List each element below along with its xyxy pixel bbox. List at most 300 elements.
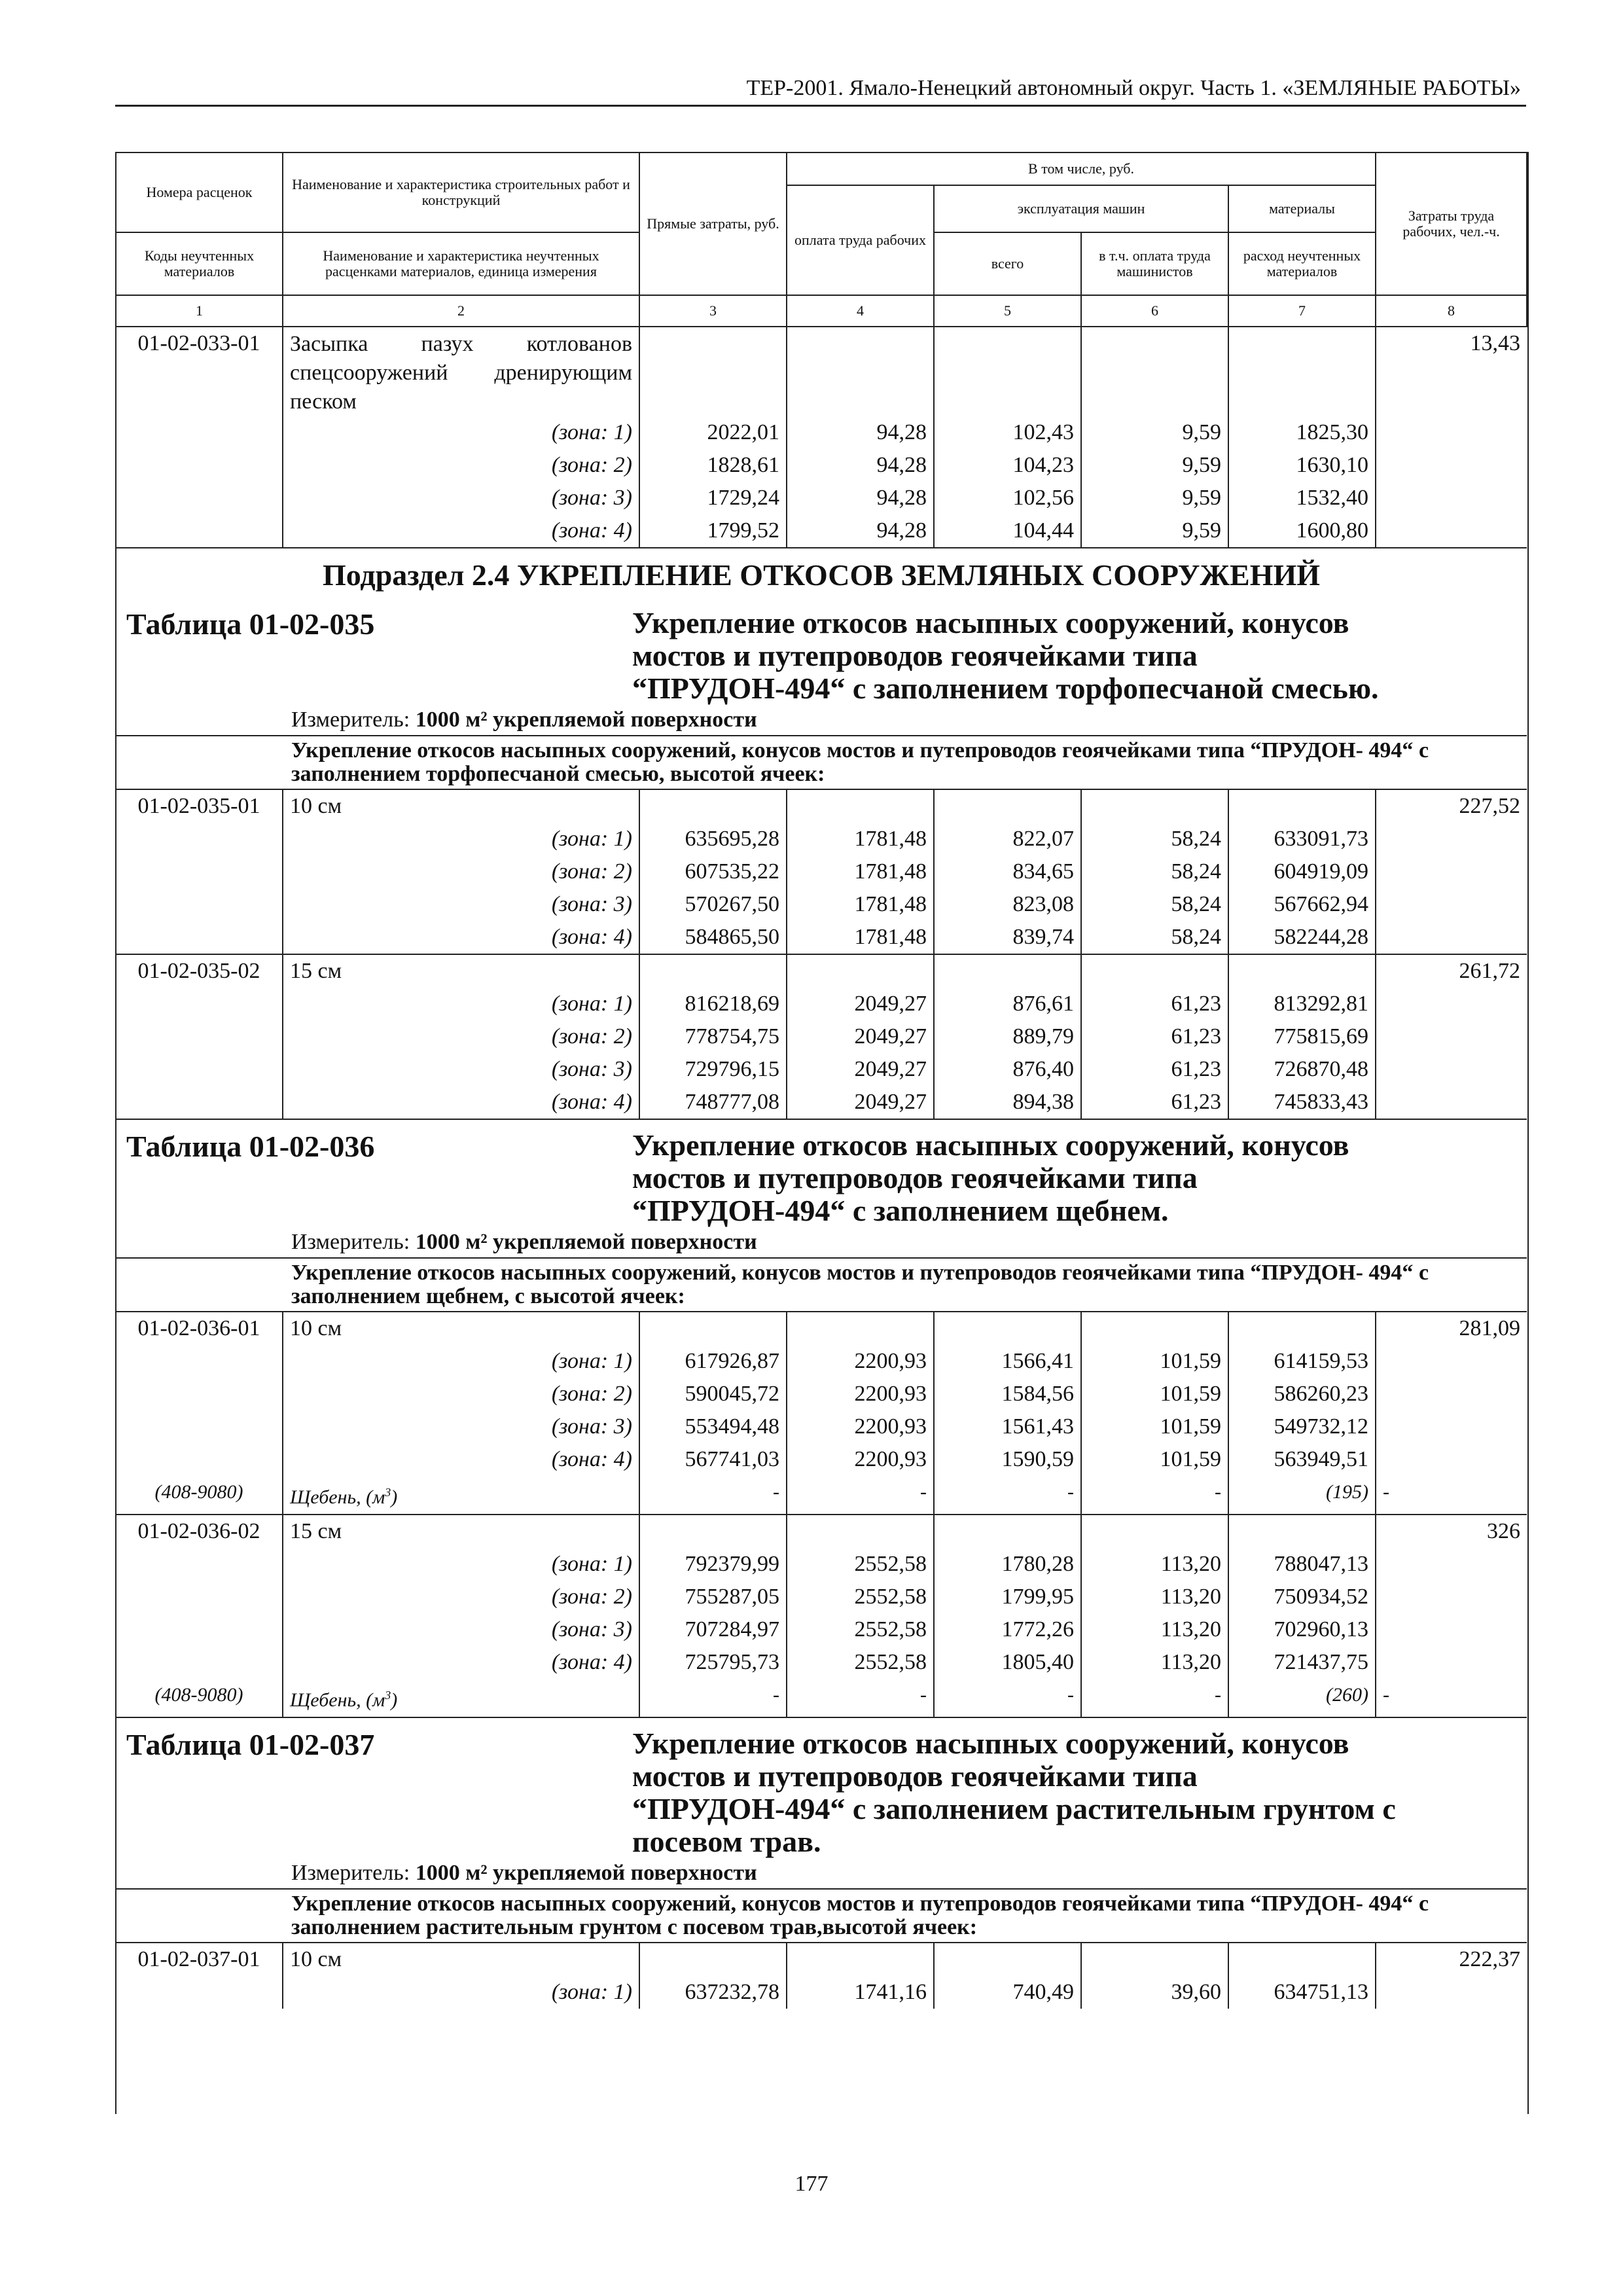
value-labor-pay: 2049,27 — [787, 988, 934, 1020]
value-machines-total: 1566,41 — [934, 1345, 1081, 1378]
value-direct: 792379,99 — [639, 1548, 787, 1581]
value-machines-total: 894,38 — [934, 1086, 1081, 1119]
empty-cell — [116, 482, 283, 514]
table-desc-row — [116, 736, 1527, 789]
empty-cell — [1081, 954, 1228, 988]
value-materials: 563949,51 — [1228, 1443, 1376, 1476]
material-dash: - — [1376, 1679, 1527, 1717]
empty-cell — [116, 855, 283, 888]
empty-cell — [116, 1410, 283, 1443]
material-dash: - — [1081, 1679, 1228, 1717]
empty-cell — [1376, 1378, 1527, 1410]
empty-cell — [116, 416, 283, 449]
value-labor-pay: 1741,16 — [787, 1976, 934, 2009]
value-machinist-pay: 58,24 — [1081, 855, 1228, 888]
value-labor-pay: 94,28 — [787, 514, 934, 548]
empty-cell — [116, 1548, 283, 1581]
col-header-number: Номера расценок — [116, 152, 283, 232]
meter — [116, 1227, 1527, 1257]
zone-row — [116, 482, 1527, 514]
zone-row — [116, 1443, 1527, 1476]
value-machinist-pay: 9,59 — [1081, 449, 1228, 482]
empty-cell — [1228, 1943, 1376, 1976]
value-labor-pay: 2049,27 — [787, 1086, 934, 1119]
value-labor-pay: 1781,48 — [787, 888, 934, 921]
column-number: 3 — [639, 295, 787, 327]
rate-labor: 261,72 — [1376, 954, 1527, 988]
header-title: ТЕР-2001. Ямало-Ненецкий автономный округ. Часть 1. «ЗЕМЛЯНЫЕ РАБОТЫ» — [746, 76, 1521, 100]
zone-row — [116, 514, 1527, 548]
zone-row — [116, 823, 1527, 855]
rate-code: 01-02-036-02 — [116, 1515, 283, 1548]
rate-name: Засыпка пазух котлованов спецсооружений дренирующим песком — [283, 327, 639, 416]
empty-cell — [116, 921, 283, 954]
material-code: (408-9080) — [154, 1684, 243, 1706]
empty-cell — [787, 1515, 934, 1548]
value-direct: 725795,73 — [639, 1646, 787, 1679]
zone-label: (зона: 4) — [283, 921, 639, 954]
rate-name: 10 см — [283, 789, 639, 823]
rate-code-row — [116, 1515, 1527, 1548]
empty-cell — [639, 327, 787, 416]
zone-label: (зона: 3) — [283, 1410, 639, 1443]
zone-label: (зона: 2) — [283, 1581, 639, 1613]
empty-cell — [116, 514, 283, 548]
col-header-machines: эксплуатация машин — [934, 185, 1228, 232]
material-dash: - — [639, 1679, 787, 1717]
col-header-incl-pay: в т.ч. оплата труда машинистов — [1081, 232, 1228, 295]
value-machines-total: 1590,59 — [934, 1443, 1081, 1476]
value-direct: 607535,22 — [639, 855, 787, 888]
zone-row — [116, 921, 1527, 954]
value-materials: 586260,23 — [1228, 1378, 1376, 1410]
value-direct: 635695,28 — [639, 823, 787, 855]
value-machinist-pay: 113,20 — [1081, 1646, 1228, 1679]
zone-row — [116, 416, 1527, 449]
value-machines-total: 1805,40 — [934, 1646, 1081, 1679]
value-labor-pay: 2200,93 — [787, 1345, 934, 1378]
table-title-row — [116, 1717, 1527, 1889]
value-machinist-pay: 9,59 — [1081, 416, 1228, 449]
zone-label: (зона: 4) — [283, 1086, 639, 1119]
empty-cell — [1376, 1581, 1527, 1613]
value-machines-total: 876,40 — [934, 1053, 1081, 1086]
value-machinist-pay: 101,59 — [1081, 1378, 1228, 1410]
value-materials: 634751,13 — [1228, 1976, 1376, 2009]
zone-label: (зона: 1) — [283, 1345, 639, 1378]
zone-row — [116, 1378, 1527, 1410]
material-dash: - — [787, 1679, 934, 1717]
table-description — [116, 1258, 1527, 1312]
empty-cell — [787, 327, 934, 416]
rate-labor: 227,52 — [1376, 789, 1527, 823]
empty-cell — [787, 1312, 934, 1345]
table-number: Таблица 01-02-037 — [126, 1728, 375, 1761]
value-machines-total: 102,56 — [934, 482, 1081, 514]
value-machinist-pay: 61,23 — [1081, 1020, 1228, 1053]
empty-cell — [1376, 1613, 1527, 1646]
value-machines-total: 876,61 — [934, 988, 1081, 1020]
zone-row — [116, 855, 1527, 888]
table-title-row — [116, 548, 1527, 736]
page-header — [115, 72, 1526, 107]
meter-value: 1000 м² укрепляемой поверхности — [415, 1861, 757, 1885]
section-title: Подраздел 2.4 УКРЕПЛЕНИЕ ОТКОСОВ ЗЕМЛЯНЫХ СООРУЖЕНИЙ — [322, 558, 1321, 592]
page-number: 177 — [794, 2172, 829, 2196]
value-labor-pay: 2552,58 — [787, 1613, 934, 1646]
value-labor-pay: 2200,93 — [787, 1410, 934, 1443]
table-desc-row — [116, 1258, 1527, 1312]
value-machines-total: 822,07 — [934, 823, 1081, 855]
value-direct: 2022,01 — [639, 416, 787, 449]
empty-cell — [1376, 1020, 1527, 1053]
empty-cell — [116, 1581, 283, 1613]
empty-cell — [1376, 888, 1527, 921]
value-direct: 1729,24 — [639, 482, 787, 514]
empty-cell — [1376, 1345, 1527, 1378]
empty-cell — [1081, 1943, 1228, 1976]
zone-label: (зона: 1) — [283, 1548, 639, 1581]
value-materials: 702960,13 — [1228, 1613, 1376, 1646]
empty-cell — [1228, 1515, 1376, 1548]
zone-row — [116, 888, 1527, 921]
meter — [116, 705, 1527, 735]
value-machines-total: 102,43 — [934, 416, 1081, 449]
zone-label: (зона: 1) — [283, 988, 639, 1020]
col-header-mat-cons: расход неучтенных материалов — [1228, 232, 1376, 295]
material-dash: - — [934, 1679, 1081, 1717]
description-text: Укрепление откосов насыпных сооружений, конусов мостов и путепроводов геоячейками типа “ПРУДОН- 494“ с заполнением щебнем, с высотой ячеек: — [291, 1261, 1429, 1308]
value-direct: 567741,03 — [639, 1443, 787, 1476]
material-code: (408-9080) — [154, 1481, 243, 1503]
empty-cell — [1376, 1053, 1527, 1086]
value-materials: 604919,09 — [1228, 855, 1376, 888]
value-direct: 1828,61 — [639, 449, 787, 482]
value-labor-pay: 1781,48 — [787, 823, 934, 855]
rates-table — [115, 152, 1527, 2009]
value-direct: 570267,50 — [639, 888, 787, 921]
zone-label: (зона: 3) — [283, 1053, 639, 1086]
value-machinist-pay: 58,24 — [1081, 921, 1228, 954]
value-direct: 553494,48 — [639, 1410, 787, 1443]
value-labor-pay: 2552,58 — [787, 1646, 934, 1679]
value-labor-pay: 2049,27 — [787, 1053, 934, 1086]
empty-cell — [1376, 1443, 1527, 1476]
rate-labor: 326 — [1376, 1515, 1527, 1548]
empty-cell — [1376, 823, 1527, 855]
empty-cell — [116, 1345, 283, 1378]
description-text: Укрепление откосов насыпных сооружений, конусов мостов и путепроводов геоячейками типа “ПРУДОН- 494“ с заполнением торфопесчаной смесью, высотой ячеек: — [291, 738, 1429, 786]
value-materials: 633091,73 — [1228, 823, 1376, 855]
meter-prefix: Измеритель: — [291, 1230, 410, 1254]
empty-cell — [1376, 514, 1527, 548]
material-qty: (260) — [1228, 1679, 1376, 1717]
value-direct: 707284,97 — [639, 1613, 787, 1646]
empty-cell — [1376, 482, 1527, 514]
value-machines-total: 104,23 — [934, 449, 1081, 482]
empty-cell — [1376, 1646, 1527, 1679]
value-labor-pay: 1781,48 — [787, 921, 934, 954]
material-name: Щебень, $(м^3)$ — [283, 1679, 639, 1717]
rate-name: 15 см — [283, 1515, 639, 1548]
table-title-row — [116, 1119, 1527, 1258]
table-name: Укрепление откосов насыпных сооружений, конусов мостов и путепроводов геоячейками типа “ПРУДОН-494“ с заполнением щебнем. — [632, 1128, 1349, 1227]
empty-cell — [934, 954, 1081, 988]
empty-cell — [934, 1312, 1081, 1345]
value-labor-pay: 2552,58 — [787, 1548, 934, 1581]
rate-name: 15 см — [283, 954, 639, 988]
empty-cell — [934, 1515, 1081, 1548]
value-machines-total: 889,79 — [934, 1020, 1081, 1053]
column-numbers-row — [116, 295, 1527, 327]
zone-row — [116, 1020, 1527, 1053]
empty-cell — [787, 954, 934, 988]
empty-cell — [787, 1943, 934, 1976]
zone-label: (зона: 4) — [283, 514, 639, 548]
value-materials: 1825,30 — [1228, 416, 1376, 449]
empty-cell — [639, 954, 787, 988]
meter — [116, 1858, 1527, 1888]
material-dash: - — [1081, 1476, 1228, 1515]
value-labor-pay: 2049,27 — [787, 1020, 934, 1053]
value-machinist-pay: 113,20 — [1081, 1548, 1228, 1581]
value-direct: 755287,05 — [639, 1581, 787, 1613]
rate-code-row — [116, 327, 1527, 416]
value-direct: 729796,15 — [639, 1053, 787, 1086]
column-number: 4 — [787, 295, 934, 327]
col-header-total: всего — [934, 232, 1081, 295]
value-materials: 614159,53 — [1228, 1345, 1376, 1378]
value-machines-total: 104,44 — [934, 514, 1081, 548]
empty-cell — [1376, 449, 1527, 482]
value-machinist-pay: 9,59 — [1081, 514, 1228, 548]
value-materials: 567662,94 — [1228, 888, 1376, 921]
empty-cell — [1228, 327, 1376, 416]
empty-cell — [1228, 954, 1376, 988]
value-materials: 1532,40 — [1228, 482, 1376, 514]
material-row — [116, 1679, 1527, 1717]
value-machinist-pay: 61,23 — [1081, 1086, 1228, 1119]
empty-cell — [1376, 1410, 1527, 1443]
value-machinist-pay: 101,59 — [1081, 1345, 1228, 1378]
empty-cell — [1081, 327, 1228, 416]
column-number: 5 — [934, 295, 1081, 327]
material-row — [116, 1476, 1527, 1515]
col-header-labor: Затраты труда рабочих, чел.-ч. — [1376, 152, 1527, 295]
col-header-labor-pay: оплата труда рабочих — [787, 185, 934, 295]
value-materials: 788047,13 — [1228, 1548, 1376, 1581]
table-title-block — [116, 1119, 1527, 1258]
empty-cell — [1376, 1548, 1527, 1581]
material-name: Щебень, $(м^3)$ — [283, 1476, 639, 1515]
zone-label: (зона: 3) — [283, 888, 639, 921]
value-labor-pay: 2552,58 — [787, 1581, 934, 1613]
empty-cell — [1081, 1312, 1228, 1345]
zone-label: (зона: 2) — [283, 449, 639, 482]
col-header-name: Наименование и характеристика строительных работ и конструкций — [283, 152, 639, 232]
value-materials: 750934,52 — [1228, 1581, 1376, 1613]
rate-code-row — [116, 1943, 1527, 1976]
value-machines-total: 740,49 — [934, 1976, 1081, 2009]
zone-label: (зона: 2) — [283, 855, 639, 888]
zone-row — [116, 449, 1527, 482]
rate-code-row — [116, 789, 1527, 823]
meter-value: 1000 м² укрепляемой поверхности — [415, 1230, 757, 1254]
table-desc-row — [116, 1889, 1527, 1943]
table-description — [116, 736, 1527, 789]
value-machinist-pay: 58,24 — [1081, 823, 1228, 855]
rate-labor: 13,43 — [1376, 327, 1527, 416]
value-direct: 748777,08 — [639, 1086, 787, 1119]
value-machines-total: 1799,95 — [934, 1581, 1081, 1613]
zone-label: (зона: 1) — [283, 823, 639, 855]
empty-cell — [116, 1646, 283, 1679]
empty-cell — [1376, 921, 1527, 954]
empty-cell — [1376, 988, 1527, 1020]
empty-cell — [639, 789, 787, 823]
value-direct: 617926,87 — [639, 1345, 787, 1378]
value-machines-total: 839,74 — [934, 921, 1081, 954]
value-machinist-pay: 61,23 — [1081, 988, 1228, 1020]
value-labor-pay: 94,28 — [787, 449, 934, 482]
col-header-direct: Прямые затраты, руб. — [639, 152, 787, 295]
zone-label: (зона: 3) — [283, 1613, 639, 1646]
table-description — [116, 1889, 1527, 1943]
value-direct: 590045,72 — [639, 1378, 787, 1410]
material-qty: (195) — [1228, 1476, 1376, 1515]
rate-name: 10 см — [283, 1943, 639, 1976]
meter-value: 1000 м² укрепляемой поверхности — [415, 708, 757, 732]
empty-cell — [116, 1086, 283, 1119]
value-machinist-pay: 39,60 — [1081, 1976, 1228, 2009]
zone-row — [116, 988, 1527, 1020]
zone-row — [116, 1581, 1527, 1613]
value-machinist-pay: 61,23 — [1081, 1053, 1228, 1086]
value-machines-total: 1584,56 — [934, 1378, 1081, 1410]
zone-row — [116, 1086, 1527, 1119]
rate-labor: 222,37 — [1376, 1943, 1527, 1976]
rate-code: 01-02-035-01 — [116, 789, 283, 823]
rate-code-row — [116, 954, 1527, 988]
empty-cell — [1228, 1312, 1376, 1345]
zone-label: (зона: 2) — [283, 1378, 639, 1410]
empty-cell — [1081, 1515, 1228, 1548]
zone-label: (зона: 4) — [283, 1646, 639, 1679]
zone-row — [116, 1548, 1527, 1581]
table-title-block — [116, 1717, 1527, 1889]
zone-label: (зона: 2) — [283, 1020, 639, 1053]
material-dash: - — [1376, 1476, 1527, 1515]
empty-cell — [116, 1378, 283, 1410]
rate-code-row — [116, 1312, 1527, 1345]
value-machines-total: 1561,43 — [934, 1410, 1081, 1443]
column-number: 2 — [283, 295, 639, 327]
value-labor-pay: 1781,48 — [787, 855, 934, 888]
zone-row — [116, 1345, 1527, 1378]
value-machines-total: 823,08 — [934, 888, 1081, 921]
value-machines-total: 1772,26 — [934, 1613, 1081, 1646]
meter-prefix: Измеритель: — [291, 1861, 410, 1885]
col-header-name2: Наименование и характеристика неучтенных расценками материалов, единица измерения — [283, 232, 639, 295]
empty-cell — [1376, 1976, 1527, 2009]
zone-label: (зона: 3) — [283, 482, 639, 514]
empty-cell — [116, 1613, 283, 1646]
empty-cell — [1376, 1086, 1527, 1119]
col-header-materials: материалы — [1228, 185, 1376, 232]
rate-labor: 281,09 — [1376, 1312, 1527, 1345]
zone-label: (зона: 4) — [283, 1443, 639, 1476]
value-materials: 813292,81 — [1228, 988, 1376, 1020]
column-number: 8 — [1376, 295, 1527, 327]
value-materials: 1630,10 — [1228, 449, 1376, 482]
table-title-block — [116, 548, 1527, 736]
col-header-codes: Коды неучтенных материалов — [116, 232, 283, 295]
value-direct: 1799,52 — [639, 514, 787, 548]
empty-cell — [116, 1020, 283, 1053]
rate-code: 01-02-035-02 — [116, 954, 283, 988]
value-machinist-pay: 101,59 — [1081, 1443, 1228, 1476]
empty-cell — [1376, 855, 1527, 888]
empty-cell — [639, 1515, 787, 1548]
material-dash: - — [787, 1476, 934, 1515]
zone-row — [116, 1613, 1527, 1646]
value-machinist-pay: 113,20 — [1081, 1581, 1228, 1613]
rate-code: 01-02-037-01 — [116, 1943, 283, 1976]
description-text: Укрепление откосов насыпных сооружений, конусов мостов и путепроводов геоячейками типа “ПРУДОН- 494“ с заполнением растительным грунтом с посевом трав,высотой ячеек: — [291, 1892, 1429, 1939]
value-materials: 775815,69 — [1228, 1020, 1376, 1053]
value-materials: 745833,43 — [1228, 1086, 1376, 1119]
empty-cell — [934, 789, 1081, 823]
empty-cell — [116, 988, 283, 1020]
zone-row — [116, 1646, 1527, 1679]
empty-cell — [934, 1943, 1081, 1976]
empty-cell — [934, 327, 1081, 416]
value-machines-total: 1780,28 — [934, 1548, 1081, 1581]
value-direct: 584865,50 — [639, 921, 787, 954]
value-direct: 778754,75 — [639, 1020, 787, 1053]
value-materials: 721437,75 — [1228, 1646, 1376, 1679]
value-labor-pay: 2200,93 — [787, 1378, 934, 1410]
col-header-incl: В том числе, руб. — [787, 152, 1376, 185]
empty-cell — [116, 823, 283, 855]
zone-row — [116, 1053, 1527, 1086]
empty-cell — [639, 1943, 787, 1976]
zone-label: (зона: 1) — [283, 416, 639, 449]
column-number: 6 — [1081, 295, 1228, 327]
value-materials: 1600,80 — [1228, 514, 1376, 548]
value-direct: 816218,69 — [639, 988, 787, 1020]
value-materials: 726870,48 — [1228, 1053, 1376, 1086]
value-machines-total: 834,65 — [934, 855, 1081, 888]
value-machinist-pay: 58,24 — [1081, 888, 1228, 921]
empty-cell — [639, 1312, 787, 1345]
meter-prefix: Измеритель: — [291, 708, 410, 732]
column-number: 1 — [116, 295, 283, 327]
material-dash: - — [639, 1476, 787, 1515]
value-labor-pay: 94,28 — [787, 416, 934, 449]
material-dash: - — [934, 1476, 1081, 1515]
value-machinist-pay: 113,20 — [1081, 1613, 1228, 1646]
value-labor-pay: 94,28 — [787, 482, 934, 514]
empty-cell — [116, 449, 283, 482]
table-name: Укрепление откосов насыпных сооружений, конусов мостов и путепроводов геоячейками типа “ПРУДОН-494“ с заполнением торфопесчаной смесью. — [632, 606, 1379, 705]
table-number: Таблица 01-02-036 — [126, 1130, 375, 1163]
table-name: Укрепление откосов насыпных сооружений, конусов мостов и путепроводов геоячейками типа “ПРУДОН-494“ с заполнением растительным грунтом с посевом трав. — [632, 1727, 1396, 1858]
empty-cell — [116, 1053, 283, 1086]
zone-row — [116, 1410, 1527, 1443]
empty-cell — [116, 1443, 283, 1476]
rate-code: 01-02-033-01 — [137, 331, 260, 355]
